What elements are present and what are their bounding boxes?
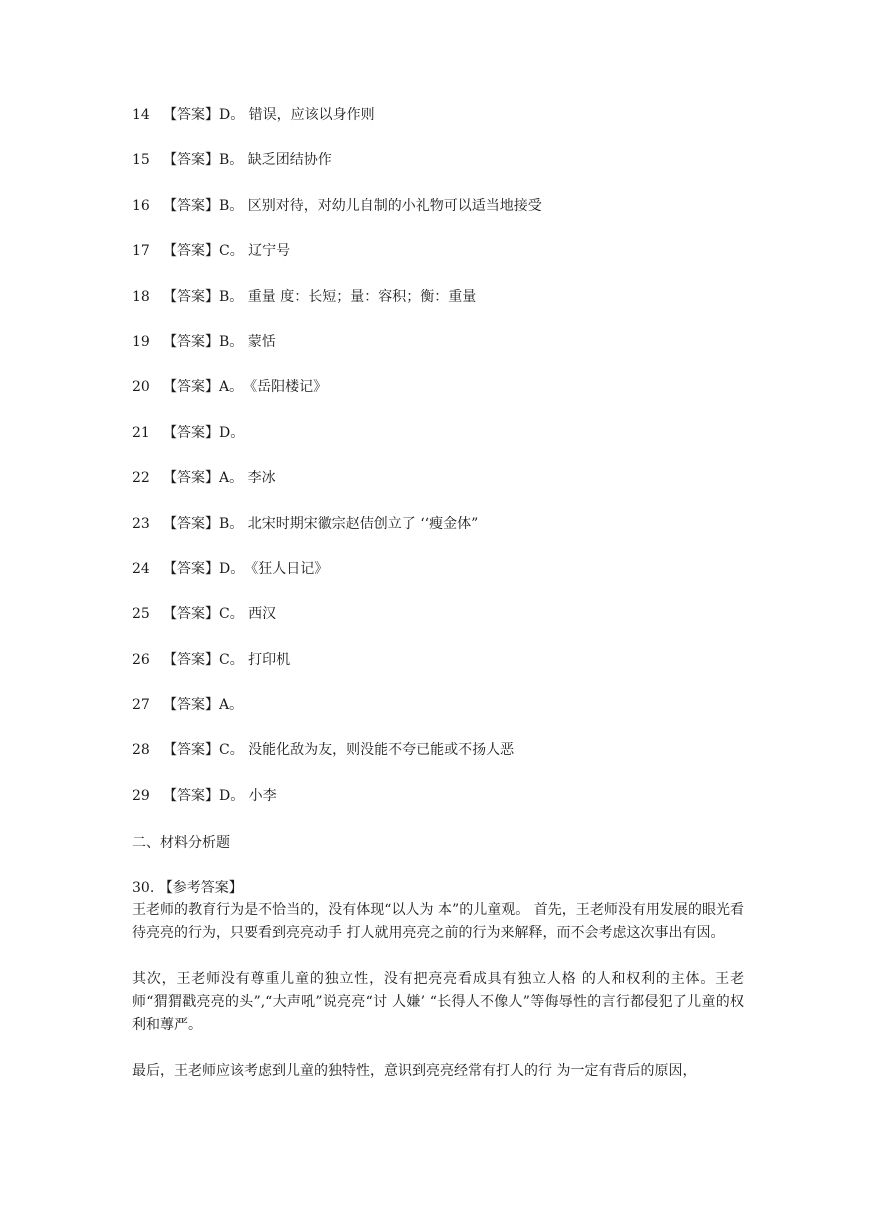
answer-text: 小李 [244,787,277,804]
answer-tag: 【答案】C。 [163,742,244,759]
answer-row [132,694,772,739]
answer-row [132,513,772,558]
answer-row [132,603,772,648]
answer-paragraph: 最后，王老师应该考虑到儿童的独特性，意识到亮亮经常有打人的行 为一定有背后的原因， [132,1063,697,1079]
answer-number: 15 [132,152,150,169]
answer-tag: 【答案】A。 [163,697,244,714]
answer-tag: 【答案】D。 [163,424,245,441]
answer-text: 辽宁号 [243,243,291,260]
section-heading: 二、材料分析题 [132,835,230,851]
answer-tag: 【答案】D。 [163,560,245,577]
answer-text: 区别对待，对幼儿自制的小礼物可以适当地接受 [243,197,542,214]
answer-list [132,104,772,830]
answer-number: 14 [132,107,150,123]
answer-row [132,558,772,603]
answer-row [132,286,772,331]
answer-number: 24 [132,560,150,577]
answer-text: 打印机 [243,651,291,668]
answer-tag: 【答案】D。 [163,107,245,123]
answer-number: 23 [132,515,150,532]
answer-row [132,422,772,467]
answer-number: 17 [132,243,150,260]
answer-text: 缺乏团结协作 [243,152,332,169]
answer-text: 北宋时期宋徽宗赵佶创立了 ‘‘瘦金体” [243,515,479,532]
answer-text: 蒙恬 [243,333,276,350]
answer-row [132,649,772,694]
answer-row [132,331,772,376]
answer-tag: 【答案】B。 [163,197,244,214]
answer-tag: 【答案】B。 [163,288,244,305]
answer-row [132,739,772,784]
answer-number: 22 [132,470,150,487]
answer-number: 26 [132,651,150,668]
answer-tag: 【答案】C。 [163,606,244,623]
answer-tag: 【答案】B。 [163,515,244,532]
answer-number: 20 [132,379,150,396]
answer-number: 21 [132,424,150,441]
answer-number: 18 [132,288,150,305]
answer-number: 19 [132,333,150,350]
answer-row [132,149,772,194]
answer-text: 西汉 [243,606,277,623]
answer-number: 27 [132,697,150,714]
answer-number: 16 [132,197,150,214]
answer-text: 错误，应该以身作则 [244,107,375,123]
answer-text: 《岳阳楼记》 [243,379,328,396]
answer-tag: 【答案】A。 [163,379,244,396]
answer-tag: 【答案】D。 [163,787,245,804]
answer-number: 28 [132,742,150,759]
answer-paragraph: 王老师的教育行为是不恰当的，没有体现“以人为 本”的儿童观。 首先，王老师没有用发展的眼光看待亮亮的行为，只要看到亮亮动手 打人就用亮亮之前的行为来解释，而不会考虑这次事出有因。 [132,902,744,941]
answer-row [132,104,772,149]
answer-number: 25 [132,606,150,623]
answer-paragraph: 其次，王老师没有尊重儿童的独立性，没有把亮亮看成具有独立人格 的人和权利的主体。王老师“猬猬戳亮亮的头”,“大声吼”说亮亮“讨 人嫌’ “长得人不像人”等侮辱性的言行都侵犯了儿童的权利和蓴严。 [132,971,744,1033]
answer-text: 重量 度：长短；量：容积；衡：重量 [243,288,477,305]
question-30-title: 30. 【参考答案】 [132,880,243,896]
answer-text: 没能化敌为友，则没能不夸已能或不扬人恶 [243,742,515,759]
answer-tag: 【答案】B。 [163,333,244,350]
answer-row [132,240,772,285]
answer-text: 李冰 [243,470,276,487]
answer-tag: 【答案】C。 [163,651,244,668]
answer-text: 《狂人日记》 [244,560,329,577]
answer-tag: 【答案】B。 [163,152,244,169]
question-30 [132,877,744,1083]
answer-number: 29 [132,787,150,804]
answer-tag: 【答案】A。 [163,470,244,487]
answer-row [132,195,772,240]
answer-row [132,467,772,512]
answer-row [132,376,772,421]
answer-tag: 【答案】C。 [163,243,244,260]
answer-row [132,785,772,830]
